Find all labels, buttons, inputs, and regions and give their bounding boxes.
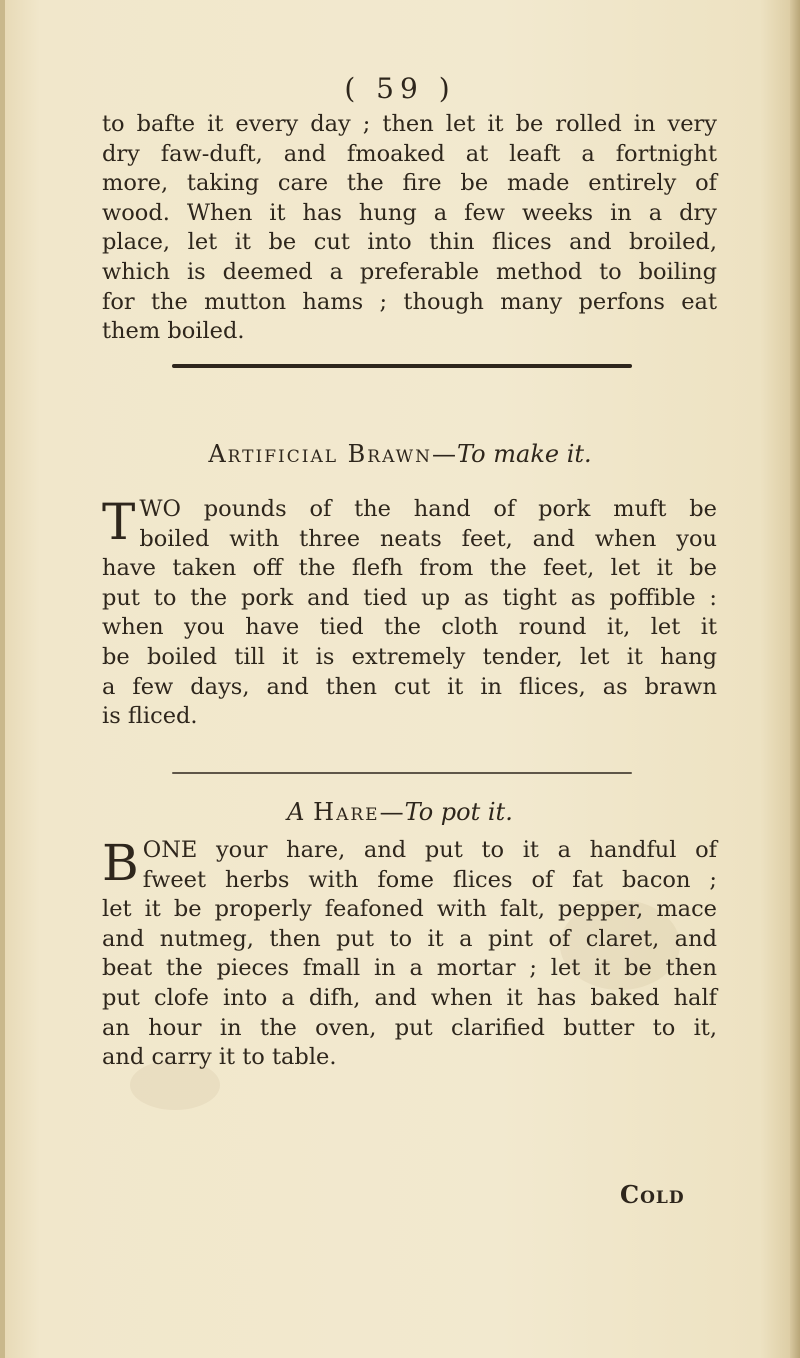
text-line: for the mutton hams ; though many perfons eat (102, 288, 717, 315)
recipe-title: Hare (313, 798, 380, 826)
paragraph-mutton-hams (102, 110, 717, 347)
text-line: fweet herbs with fome flices of fat bacon ; (142, 866, 717, 893)
text-line: wood. When it has hung a few weeks in a dry (102, 199, 717, 226)
text-line: a few days, and then cut it in flices, as brawn (102, 673, 717, 700)
text-line: place, let it be cut into thin flices and broiled, (102, 229, 717, 256)
text-line: an hour in the oven, put clarified butter to it, (102, 1014, 717, 1041)
catchword: Cold (620, 1180, 685, 1209)
page-number: ( 59 ) (344, 72, 456, 105)
heading-article: A (287, 798, 305, 826)
page-left-edge (0, 0, 5, 1358)
text-line: to bafte it every day ; then let it be rolled in very (102, 111, 717, 137)
text-line: beat the pieces fmall in a mortar ; let it be then (102, 955, 717, 982)
drop-cap: B (102, 834, 139, 892)
text-line: which is deemed a preferable method to boiling (102, 258, 717, 285)
recipe-subtitle: To pot it. (404, 798, 513, 826)
text-line: let it be properly feafoned with falt, pepper, mace (102, 896, 717, 923)
text-line: WO pounds of the hand of pork muft be (139, 496, 717, 522)
text-line: more, taking care the fire be made entirely of (102, 170, 717, 197)
text-line: when you have tied the cloth round it, let it (102, 614, 717, 641)
drop-cap: T (102, 493, 136, 551)
recipe-subtitle: To make it. (457, 440, 592, 468)
paragraph-brawn (102, 495, 717, 732)
text-line: have taken off the flefh from the feet, let it be (102, 555, 717, 582)
heading-dash: — (379, 798, 405, 826)
recipe-title: Artificial Brawn (208, 440, 433, 468)
section-divider (172, 772, 632, 774)
text-line: be boiled till it is extremely tender, let it hang (102, 643, 717, 670)
page-right-edge (790, 0, 800, 1358)
text-line: and nutmeg, then put to it a pint of claret, and (102, 925, 717, 952)
paragraph-hare (102, 836, 717, 1073)
text-line: put clofe into a difh, and when it has baked half (102, 984, 717, 1011)
section-divider (172, 364, 632, 368)
text-line: them boiled. (102, 318, 245, 345)
text-line: boiled with three neats feet, and when you (139, 525, 717, 552)
text-line: dry faw-duft, and fmoaked at leaft a fortnight (102, 140, 717, 167)
recipe-heading-brawn (0, 440, 800, 468)
recipe-heading-hare (0, 798, 800, 826)
text-line: is fliced. (102, 703, 198, 730)
heading-dash: — (432, 440, 458, 468)
text-line: and carry it to table. (102, 1044, 337, 1071)
text-line: put to the pork and tied up as tight as poffible : (102, 584, 717, 611)
text-line: ONE your hare, and put to it a handful of (142, 837, 717, 863)
